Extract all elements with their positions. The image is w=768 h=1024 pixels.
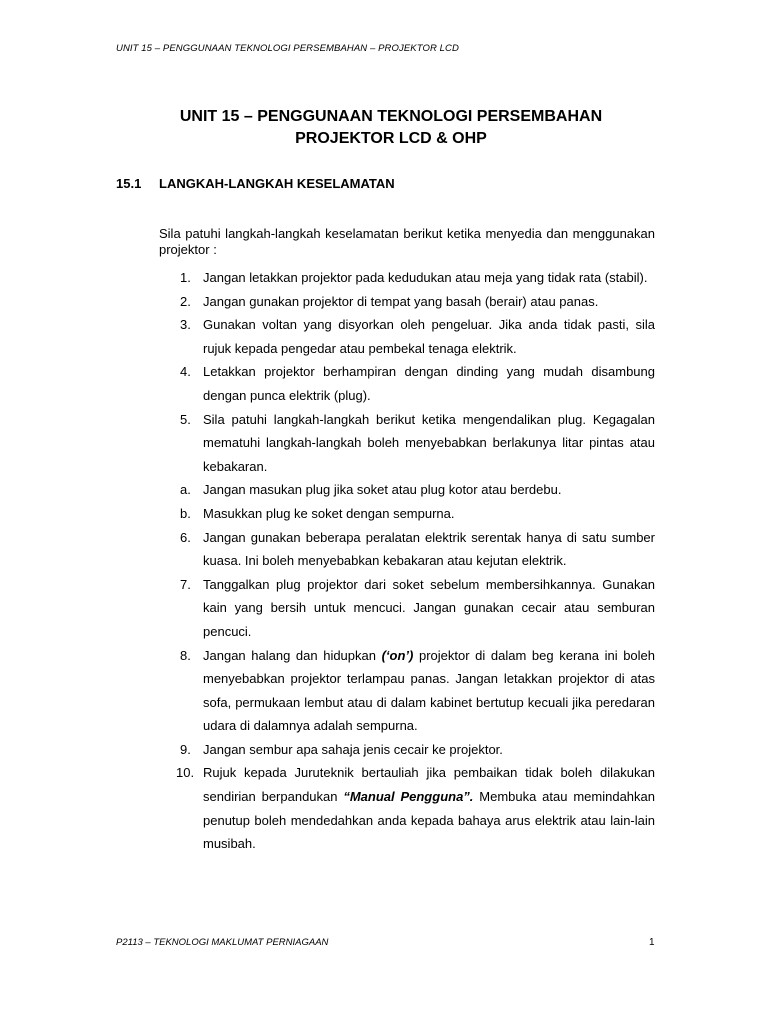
item-text-after: Membuka atau memindahkan penutup boleh mendedahkan anda kepada bahaya arus elektrik atau lain-lain musibah. xyxy=(203,789,655,852)
item-text-before: Rujuk kepada Juruteknik bertauliah jika pembaikan tidak boleh dilakukan sendirian berpandukan xyxy=(203,765,655,805)
item-text: Letakkan projektor berhampiran dengan dinding yang mudah disambung dengan punca elektrik (plug). xyxy=(203,364,655,403)
item-text: Jangan masukan plug jika soket atau plug kotor atau berdebu. xyxy=(203,482,562,498)
title-line-1: UNIT 15 – PENGGUNAAN TEKNOLOGI PERSEMBAHAN xyxy=(179,108,603,125)
list-item xyxy=(159,738,655,762)
list-item xyxy=(159,266,655,290)
title-line-2: PROJEKTOR LCD & OHP xyxy=(295,130,487,147)
running-header: UNIT 15 – PENGGUNAAN TEKNOLOGI PERSEMBAHAN – PROJEKTOR LCD xyxy=(116,43,459,54)
page-number: 1 xyxy=(649,937,655,948)
item-marker: 6. xyxy=(180,529,191,545)
item-text: Sila patuhi langkah-langkah berikut ketika mengendalikan plug. Kegagalan mematuhi langkah-langkah boleh menyebabkan berlakunya litar pintas atau kebakaran. xyxy=(203,411,655,474)
section-heading: LANGKAH-LANGKAH KESELAMATAN xyxy=(159,176,395,191)
item-marker: 8. xyxy=(180,647,191,663)
list-item xyxy=(159,313,655,360)
safety-steps-list xyxy=(159,266,655,856)
item-marker: 10. xyxy=(176,765,195,781)
item-marker: 1. xyxy=(180,270,191,285)
item-text: Jangan gunakan projektor di tempat yang basah (berair) atau panas. xyxy=(203,293,599,309)
list-item xyxy=(159,644,655,738)
page-title xyxy=(0,106,768,150)
list-item xyxy=(159,290,655,314)
item-marker: b. xyxy=(180,505,191,521)
item-text: Tanggalkan plug projektor dari soket sebelum membersihkannya. Gunakan kain yang bersih untuk mencuci. Jangan gunakan cecair atau semburan pencuci. xyxy=(203,576,655,639)
list-item xyxy=(159,408,655,479)
list-item xyxy=(159,502,655,526)
item-marker: 9. xyxy=(180,741,191,757)
item-marker: 5. xyxy=(180,411,191,427)
list-item xyxy=(159,573,655,644)
intro-paragraph: Sila patuhi langkah-langkah keselamatan berikut ketika menyedia dan menggunakan projektor : xyxy=(159,226,655,257)
item-text: Gunakan voltan yang disyorkan oleh pengeluar. Jika anda tidak pasti, sila rujuk kepada pengedar atau pembekal tenaga elektrik. xyxy=(203,317,655,356)
list-item xyxy=(159,478,655,502)
item-emphasis: (‘on’) xyxy=(381,647,414,663)
item-emphasis: “Manual Pengguna”. xyxy=(343,789,474,805)
item-text-after: projektor di dalam beg kerana ini boleh menyebabkan projektor terlampau panas. Jangan letakkan projektor di atas sofa, permukaan lembut atau di dalam kabinet bertutup kecuali jika peredaran udara di dalamnya adalah sempurna. xyxy=(203,647,655,734)
list-item xyxy=(159,360,655,407)
item-marker: 7. xyxy=(180,576,191,592)
running-footer: P2113 – TEKNOLOGI MAKLUMAT PERNIAGAAN xyxy=(116,937,329,948)
item-text: Masukkan plug ke soket dengan sempurna. xyxy=(203,505,455,521)
item-marker: 4. xyxy=(180,364,191,380)
item-text: Jangan sembur apa sahaja jenis cecair ke projektor. xyxy=(203,741,503,757)
item-text-before: Jangan halang dan hidupkan xyxy=(203,647,382,663)
item-marker: 2. xyxy=(180,293,191,309)
list-item xyxy=(159,761,655,855)
item-text: Jangan gunakan beberapa peralatan elektrik serentak hanya di satu sumber kuasa. Ini boleh menyebabkan kebakaran atau kejutan elektrik. xyxy=(203,529,655,569)
section-number: 15.1 xyxy=(116,176,142,191)
list-item xyxy=(159,526,655,573)
item-text: Jangan letakkan projektor pada kedudukan atau meja yang tidak rata (stabil). xyxy=(203,270,648,285)
item-marker: a. xyxy=(180,482,191,498)
item-marker: 3. xyxy=(180,317,191,333)
